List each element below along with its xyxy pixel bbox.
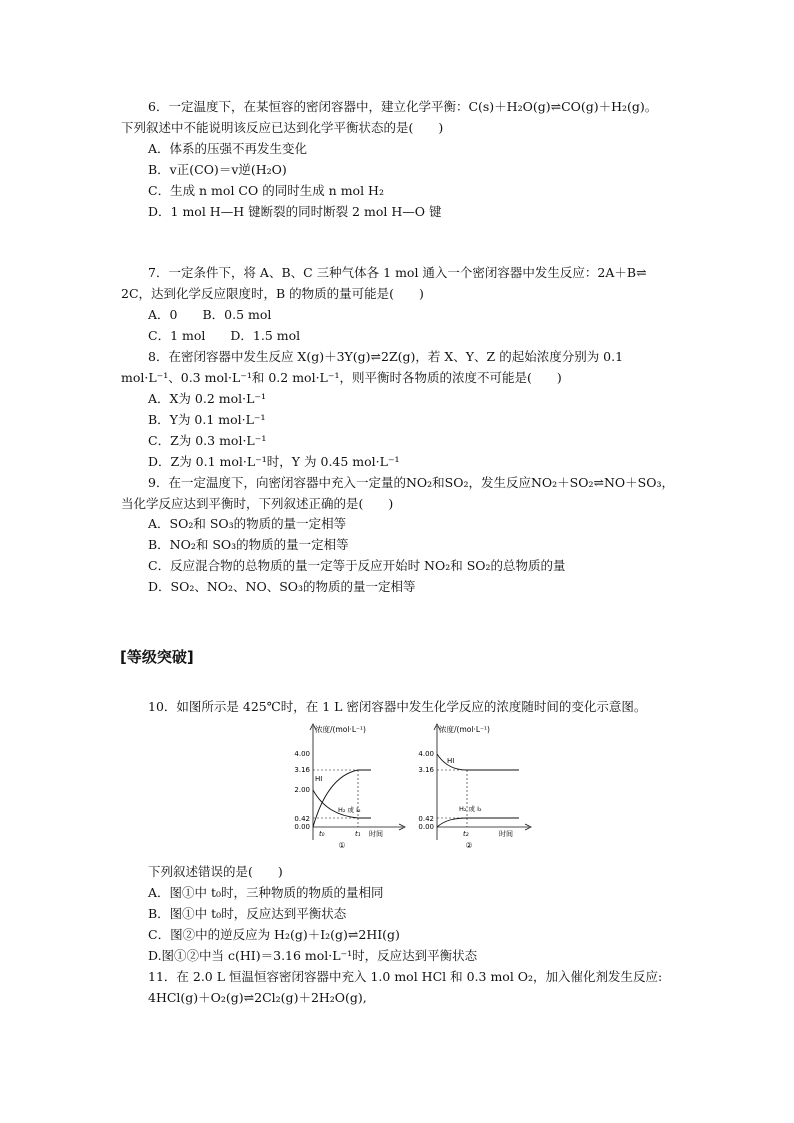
- chart-1-xtick-t0: t₀: [319, 830, 325, 838]
- chart-1-ytick-316: 3.16: [294, 766, 310, 774]
- q9-stem-line2: 当化学反应达到平衡时，下列叙述正确的是( ): [121, 496, 394, 511]
- chart-2-xtick-t2: t₂: [463, 830, 469, 838]
- chart-2-title: ②: [465, 841, 473, 850]
- q10-option-b: B．图①中 t₀时，反应达到平衡状态: [148, 906, 347, 921]
- q8-stem-line2: mol·L⁻¹、0.3 mol·L⁻¹和 0.2 mol·L⁻¹，则平衡时各物质的浓度不可能是( ): [121, 370, 562, 385]
- q6-option-b: B．v正(CO)＝v逆(H₂O): [148, 162, 287, 177]
- q8-option-d: D．Z为 0.1 mol·L⁻¹时，Y 为 0.45 mol·L⁻¹: [148, 454, 400, 469]
- section-heading: [等级突破]: [120, 648, 194, 666]
- chart-2-h2-label: H₂ 或 I₂: [459, 805, 482, 813]
- chart-1-title: ①: [338, 841, 346, 850]
- q6-stem-line2: 下列叙述中不能说明该反应已达到化学平衡状态的是( ): [121, 120, 444, 135]
- q7-stem-line1: 7．一定条件下，将 A、B、C 三种气体各 1 mol 通入一个密闭容器中发生反应：2A＋B⇌: [148, 265, 647, 280]
- q7-options-cd: C．1 mol D．1.5 mol: [148, 328, 301, 343]
- chart-2-ytick-000: 0.00: [418, 823, 434, 831]
- q6-option-a: A．体系的压强不再发生变化: [148, 141, 308, 156]
- chart-2-hi-label: HI: [447, 757, 455, 765]
- chart-1-ytick-200: 2.00: [294, 786, 310, 794]
- chart-2-xlabel: 时间: [499, 830, 513, 838]
- chart-1-ytick-000: 0.00: [294, 823, 310, 831]
- q8-option-c: C．Z为 0.3 mol·L⁻¹: [148, 433, 267, 448]
- q11-stem-line2: 4HCl(g)＋O₂(g)⇌2Cl₂(g)＋2H₂O(g),: [148, 990, 367, 1005]
- q6-stem-line1: 6．一定温度下，在某恒容的密闭容器中，建立化学平衡：C(s)＋H₂O(g)⇌CO(g)＋H₂(g)。: [148, 99, 658, 114]
- q11-stem-line1: 11．在 2.0 L 恒温恒容密闭容器中充入 1.0 mol HCl 和 0.3 mol O₂，加入催化剂发生反应:: [148, 969, 663, 984]
- chart-1-h2-label: H₂ 或 I₂: [338, 806, 361, 814]
- q8-option-b: B．Y为 0.1 mol·L⁻¹: [148, 412, 266, 427]
- chart-2-ytick-042: 0.42: [418, 815, 434, 823]
- chart-1: [283, 722, 413, 852]
- q10-stem-line2: 下列叙述错误的是( ): [148, 864, 283, 879]
- q9-option-d: D．SO₂、NO₂、NO、SO₃的物质的量一定相等: [148, 579, 416, 594]
- q8-option-a: A．X为 0.2 mol·L⁻¹: [148, 391, 267, 406]
- chart-1-xtick-t1: t₁: [355, 830, 361, 838]
- chart-1-ytick-400: 4.00: [294, 750, 310, 758]
- q9-stem-line1: 9．在一定温度下，向密闭容器中充入一定量的NO₂和SO₂，发生反应NO₂＋SO₂⇌NO＋SO₃，: [148, 475, 674, 490]
- q10-option-d: D.图①②中当 c(HI)＝3.16 mol·L⁻¹时，反应达到平衡状态: [148, 948, 478, 963]
- chart-2: [407, 722, 537, 852]
- chart-2-ytick-400: 4.00: [418, 750, 434, 758]
- chart-1-ylabel: 浓度/(mol·L⁻¹): [315, 725, 366, 734]
- chart-2-ytick-316: 3.16: [418, 766, 434, 774]
- q10-option-c: C．图②中的逆反应为 H₂(g)＋I₂(g)⇌2HI(g): [148, 927, 400, 942]
- chart-1-xlabel: 时间: [369, 830, 383, 838]
- q9-option-a: A．SO₂和 SO₃的物质的量一定相等: [148, 516, 347, 531]
- q6-option-d: D．1 mol H—H 键断裂的同时断裂 2 mol H—O 键: [148, 204, 442, 219]
- q10-stem-line1: 10．如图所示是 425℃时，在 1 L 密闭容器中发生化学反应的浓度随时间的变化示意图。: [148, 699, 647, 714]
- q9-option-b: B．NO₂和 SO₃的物质的量一定相等: [148, 537, 349, 552]
- q7-stem-line2: 2C，达到化学反应限度时，B 的物质的量可能是( ): [121, 286, 424, 301]
- q7-options-ab: A．0 B．0.5 mol: [148, 307, 272, 322]
- q9-option-c: C．反应混合物的总物质的量一定等于反应开始时 NO₂和 SO₂的总物质的量: [148, 558, 566, 573]
- q8-stem-line1: 8．在密闭容器中发生反应 X(g)＋3Y(g)⇌2Z(g)，若 X、Y、Z 的起始浓度分别为 0.1: [148, 349, 624, 364]
- q10-option-a: A．图①中 t₀时，三种物质的物质的量相同: [148, 885, 384, 900]
- chart-1-ytick-042: 0.42: [294, 815, 310, 823]
- chart-1-hi-label: HI: [315, 775, 323, 783]
- chart-2-ylabel: 浓度/(mol·L⁻¹): [439, 725, 490, 734]
- q6-option-c: C．生成 n mol CO 的同时生成 n mol H₂: [148, 183, 384, 198]
- chart-2-h2-curve: [437, 818, 519, 827]
